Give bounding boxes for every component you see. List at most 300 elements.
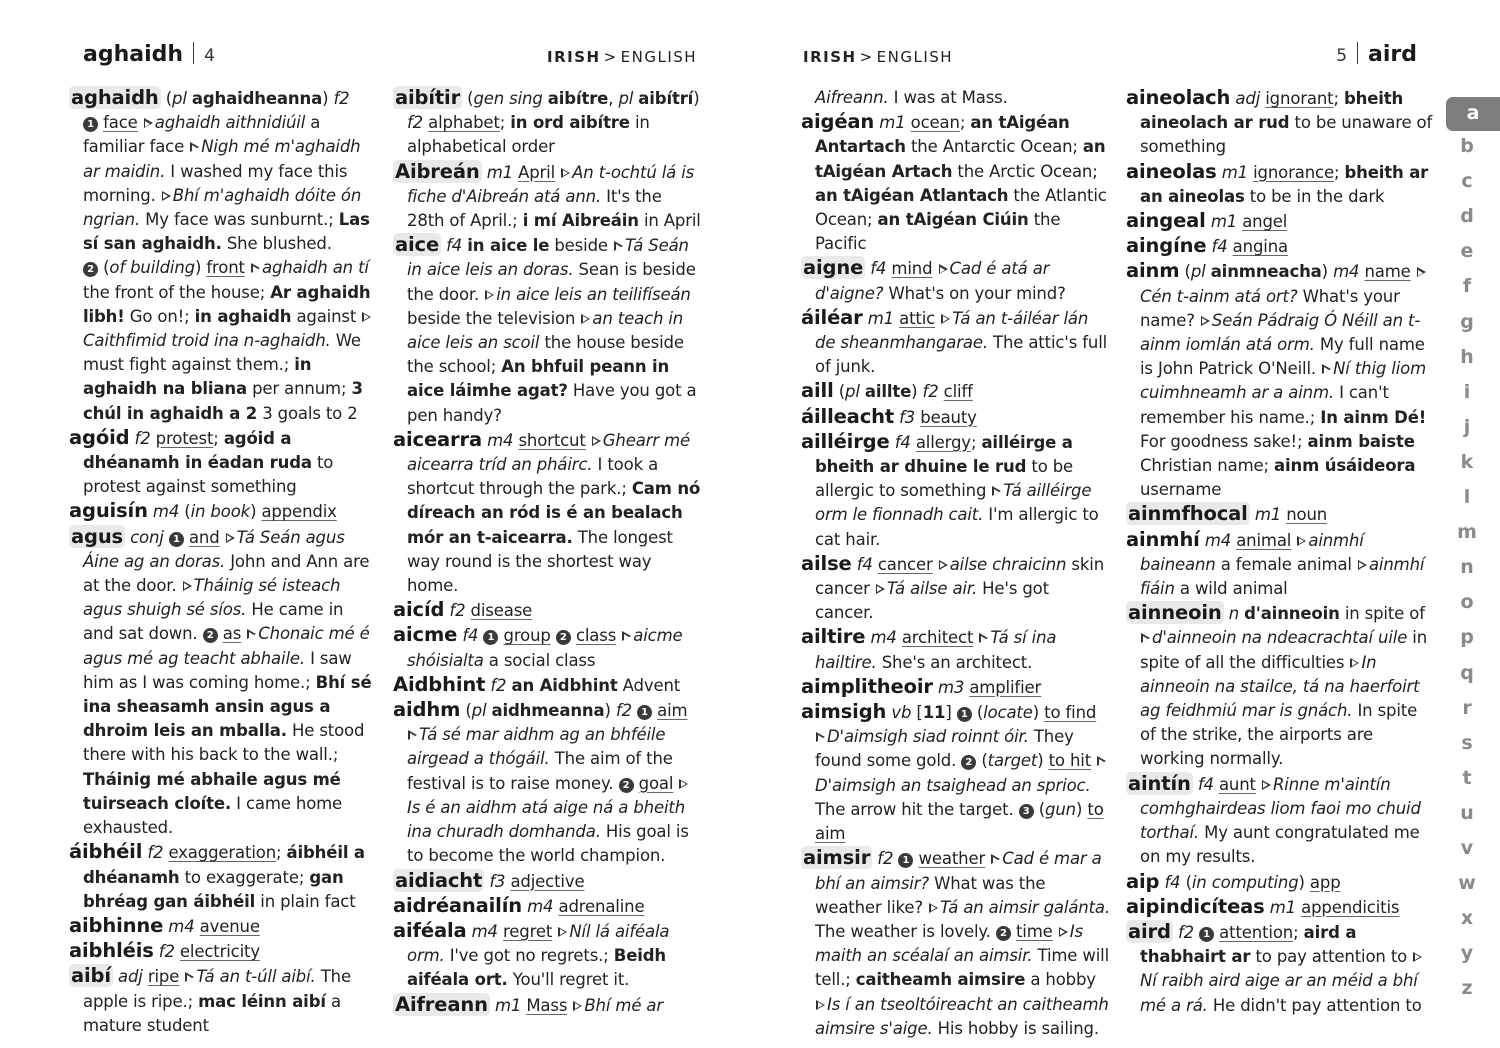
entry-text [932,259,937,278]
entry-text: ; [499,113,511,133]
entry-text [933,555,938,574]
entry-text: ( [462,89,474,108]
grammar-label: Cad é atá ar d'aigne? [815,259,1050,303]
entry-text [673,774,678,793]
entry-text: I saw him as I was coming home.; [83,648,352,692]
example-triangle-icon [1297,536,1306,547]
left-language-label [547,48,697,66]
grammar-label: m1 [879,113,906,133]
grammar-label: n [1228,604,1240,624]
grammar-label: m4 [527,896,554,916]
entry-text: I took a shortcut through the park.; [407,455,659,499]
headword: aimplitheoir [801,674,933,698]
entry-text [1091,751,1096,770]
translation: adjective [510,871,585,891]
entry-text: For goodness sake!; [1140,431,1308,451]
index-letter-q[interactable]: q [1460,661,1474,684]
entry-text [1291,531,1296,550]
index-letter-u[interactable]: u [1460,801,1474,824]
index-letter-e[interactable]: e [1460,240,1474,263]
entry-text: ) [693,89,700,108]
entry-text: ( [1179,262,1191,282]
bold-phrase: 11 [922,703,946,723]
entry-text: to be in the dark [1244,186,1385,206]
translation: aunt [1218,774,1256,794]
grammar-label: pl [845,382,865,402]
dictionary-entry [1126,209,1436,234]
left-running-headword: aghaidh [83,42,184,67]
grammar-label: in computing [1191,872,1299,892]
translation: angina [1232,237,1288,257]
grammar-label: m1 [1254,505,1282,525]
entry-text: ) [1298,872,1310,892]
entry-text: John and Ann are at the door. [83,551,370,596]
index-letter-f[interactable]: f [1462,275,1472,298]
example-triangle-icon [614,241,623,252]
entry-text: Have you got a pen handy? [407,381,697,425]
grammar-label: An t-ochtú lá is fiche d'Aibreán atá ann. [407,162,695,206]
dictionary-entry [801,405,1111,430]
sense-number-icon: 1 [1199,927,1214,942]
entry-text: against [291,306,362,326]
headword: aibí [71,964,111,988]
grammar-label: f4 [1197,774,1214,794]
entry-text: Christian name; [1140,456,1275,476]
example-triangle-icon [573,1001,582,1012]
grammar-label: Bhí mé ar [584,995,664,1015]
grammar-label: f2 [158,942,175,962]
entry-text: He came in and sat down. [83,600,344,644]
example-triangle-icon [247,629,256,640]
grammar-label: Ghearr mé aicearra tríd an pháirc. [407,430,690,475]
left-page-number: 4 [204,46,215,66]
index-letter-d[interactable]: d [1460,205,1474,228]
grammar-label: Bhí m'aghaidh dóite ón ngrian. [83,185,362,230]
dictionary-entry [1126,772,1436,870]
entry-text: in alphabetical order [407,113,650,157]
bold-phrase: ainm úsáideora [1274,456,1416,476]
entry-text: ; [213,428,224,448]
entry-text: ( [460,701,472,721]
headword: aice [395,233,440,257]
translation: amplifier [969,677,1042,697]
translation: as [222,624,242,644]
entry-text: a hobby [1025,970,1096,990]
example-triangle-icon [622,631,631,642]
index-letter-h[interactable]: h [1460,345,1474,368]
index-letter-x[interactable]: x [1460,907,1474,930]
entry-text: [ [911,703,923,723]
example-triangle-icon [144,118,153,129]
entry-text: the Antarctic Ocean; [905,137,1083,157]
entry-text: I can't remember his name.; [1140,383,1389,427]
entry-text: to exaggerate; [179,867,310,887]
dictionary-entry [393,919,703,993]
entry-text: ) [1032,703,1045,723]
header-divider [1357,42,1358,64]
grammar-label: Rinne m'aintín comhghairdeas liom faoi mo chuid torthaí. [1140,774,1421,843]
bold-phrase: agóid a dhéanamh in éadan ruda [83,428,312,473]
entry-text: My aunt congratulated me on my results. [1140,823,1420,867]
entry-text: It's the 28th of April.; [407,186,662,231]
translation: cancer [877,554,933,574]
bold-phrase: In ainm Dé! [1320,407,1427,427]
bold-phrase: d'ainneoin [1244,604,1340,624]
dictionary-entry [69,525,377,841]
grammar-label: Ní raibh aird aige ar an méid a bhí mé a rá. [1140,971,1418,1015]
grammar-label: Tá an t-áiléar lán de sheanmhangarae. [815,308,1089,353]
dictionary-entry [393,623,703,672]
dictionary-entry [393,698,703,868]
grammar-label: Cén t-ainm atá ort? [1140,286,1298,306]
headword: aguisín [69,499,148,523]
index-letter-n[interactable]: n [1460,556,1474,579]
bold-phrase: áibhéil a dhéanamh [83,843,365,887]
headword: aicearra [393,427,482,451]
example-triangle-icon [1141,633,1150,644]
example-triangle-icon [561,168,570,179]
grammar-label: f2 [134,428,151,448]
right-running-headword: aird [1368,42,1417,67]
grammar-label: f2 [877,849,894,869]
headword: aip [1126,869,1160,893]
grammar-label: f4 [1164,872,1181,892]
headword: aigéan [801,110,875,134]
example-triangle-icon [485,290,494,301]
sense-number-icon: 1 [898,853,913,868]
headword: ailse [801,551,852,575]
translation: weather [918,849,986,869]
headword: aicíd [393,598,445,622]
entry-text [245,258,250,277]
bold-phrase: Ar aghaidh libh! [83,282,371,326]
bold-phrase: Las sí san aghaidh. [83,210,370,254]
translation: appendix [261,502,337,522]
example-triangle-icon [1413,952,1422,963]
sense-number-icon: 1 [483,630,498,645]
index-letter-s[interactable]: s [1461,731,1473,754]
grammar-label: f2 [147,843,164,863]
grammar-label: f3 [489,871,506,891]
entry-text [586,431,591,450]
grammar-label: m4 [471,921,498,941]
entry-text: Sean is beside the door. [407,260,696,304]
index-letter-v[interactable]: v [1460,837,1474,859]
dictionary-entry [1126,86,1436,160]
right-page-header [1336,42,1417,72]
index-letter-b[interactable]: b [1460,135,1474,157]
bold-phrase: ailléirge a bheith ar dhuine le rud [815,432,1073,477]
grammar-label: m4 [1333,262,1360,282]
bold-phrase: aidhmeanna [491,701,605,721]
bold-phrase: aird a thabhairt ar [1140,922,1357,967]
translation: allergy [915,432,971,452]
entry-text: He didn't pay attention to [1207,995,1422,1015]
grammar-label: D'aimsigh an tsaighead an sprioc. [815,775,1091,795]
headword: ailléirge [801,429,890,453]
translation: group [503,626,551,646]
entry-text [164,528,169,547]
translation: architect [901,628,974,648]
dictionary-entry [801,675,1111,700]
headword: áiléar [801,305,863,329]
example-triangle-icon [979,633,988,644]
grammar-label: pl [172,89,192,108]
index-letter-m[interactable]: m [1457,521,1477,544]
dictionary-entry [393,869,703,894]
example-triangle-icon [1358,560,1367,571]
grammar-label: m1 [1210,212,1238,232]
dictionary-entry [1126,920,1436,1018]
entry-text: 3 goals to 2 [257,403,358,423]
bold-phrase: bheith aineolach ar rud [1140,89,1404,133]
entry-text: a female animal [1215,554,1357,574]
entry-text: Go on!; [124,306,195,326]
dictionary-entry [393,673,703,698]
translation: to hit [1048,751,1092,771]
lang-source: IRISH [803,48,857,66]
entry-text: ; [276,843,287,863]
headword: aintín [1128,771,1191,795]
entry-text: ) [1037,751,1049,771]
translation: Mass [526,995,568,1015]
grammar-label: conj [130,527,164,547]
example-triangle-icon [226,533,235,544]
index-letter-o[interactable]: o [1460,591,1474,614]
grammar-label: in book [190,502,251,522]
right-language-label [803,48,953,66]
entry-text: ] [945,703,957,723]
sense-number-icon: 1 [957,707,972,722]
index-letter-y[interactable]: y [1460,942,1474,965]
dictionary-entry [801,552,1111,626]
entry-text: a social class [483,650,596,670]
entry-text [241,624,246,643]
bold-phrase: Cam nó díreach an ród is é an bealach mór an t-aicearra. [407,479,701,547]
entry-text: the Arctic Ocean; [952,161,1098,181]
headword: ainm [1126,259,1180,283]
bold-phrase: ainm baiste [1307,431,1415,451]
bold-phrase: Tháinig mé abhaile agus mé tuirseach cloíte. [83,769,341,813]
grammar-label: adj [1235,89,1261,108]
grammar-label: f2 [1177,922,1194,942]
headword: aingíne [1126,234,1207,258]
index-letter-i[interactable]: i [1463,380,1471,403]
index-letter-l[interactable]: l [1463,486,1471,508]
dictionary-entry [69,86,377,426]
index-letter-p[interactable]: p [1460,626,1474,649]
entry-text: to pay attention to [1250,947,1413,967]
index-letter-c[interactable]: c [1461,170,1473,193]
grammar-label: Is maith an scéalaí an aimsir. [815,921,1083,966]
headword: aibhinne [69,913,164,937]
entry-text: ; [1333,89,1344,108]
left-page-header [83,42,215,72]
dictionary-entry [69,840,377,914]
entry-text: What's your name? [1140,286,1400,330]
translation: shortcut [518,430,586,450]
example-triangle-icon [592,436,601,447]
grammar-label: m4 [152,502,180,522]
entry-text [1053,922,1058,941]
translation: electricity [179,942,260,962]
example-triangle-icon [183,581,192,592]
entry-text: The apple is ripe.; [83,967,351,1011]
translation: ignorant [1265,89,1334,108]
grammar-label: Caithfimid troid ina n-aghaidh. [83,331,331,351]
grammar-label: aghaidh an tí [262,258,369,278]
translation: alphabet [428,113,500,133]
bold-phrase: i mí Aibreáin [522,211,639,231]
entry-text: My face was sunburnt.; [140,210,339,230]
entry-text: beside [549,236,613,256]
dictionary-entry [1126,502,1436,527]
grammar-label: f2 [449,601,466,621]
headword: aill [801,379,834,403]
entry-text [985,849,990,868]
example-triangle-icon [408,730,417,741]
lang-arrow: > [603,48,618,66]
dictionary-column-4 [1126,86,1436,1018]
grammar-label: m4 [870,628,897,648]
index-letter-k[interactable]: k [1460,450,1474,473]
dictionary-entry [801,379,1111,404]
example-triangle-icon [876,584,885,595]
grammar-label: ainmhí fiáin [1140,554,1425,599]
entry-text [1411,262,1416,281]
index-letter-r[interactable]: r [1462,696,1472,719]
grammar-label: Tá an aimsir galánta. [940,897,1110,917]
index-letter-g[interactable]: g [1460,310,1474,333]
translation: aim [657,701,688,721]
grammar-label: Aifreann. [815,88,889,107]
bold-phrase: in aghaidh [194,306,292,326]
headword: aimsir [803,846,871,870]
entry-text: The arrow hit the target. [815,799,1019,819]
grammar-label: gun [1045,799,1076,819]
entry-text: ) [1075,799,1088,819]
entry-text: I've got no regrets.; [444,946,614,966]
translation: noun [1286,505,1328,525]
headword: áilleacht [801,404,895,428]
translation: mind [891,259,933,279]
entry-text: ; [1293,922,1304,942]
translation: and [188,527,220,547]
headword: aineolach [1126,86,1231,109]
example-triangle-icon [679,779,688,790]
headword: ainmhí [1126,527,1200,551]
grammar-label: Tá Seán in aice leis an doras. [407,236,689,280]
example-triangle-icon [816,732,825,743]
dictionary-entry [393,86,703,160]
dictionary-entry [801,110,1111,256]
bold-phrase: an tAigéan Atlantach [815,185,1009,205]
headword: aidréanailín [393,893,522,917]
grammar-label: f4 [870,259,887,279]
entry-text: ( [160,89,173,108]
headword: ailtire [801,625,866,649]
dictionary-entry [1126,528,1436,602]
entry-text: a wild animal [1174,579,1288,599]
example-triangle-icon [1059,927,1068,938]
translation: ripe [147,967,180,987]
sense-number-icon: 2 [203,628,218,643]
translation: animal [1236,530,1292,550]
entry-text: ) [604,701,616,721]
bold-phrase: an tAigéan Artach [815,137,1106,181]
bold-phrase: mac léinn aibí [198,991,326,1011]
dictionary-entry [69,499,377,524]
example-triangle-icon [941,314,950,325]
grammar-label: m1 [494,995,522,1015]
sense-number-icon: 2 [996,926,1011,941]
grammar-label: Chonaic mé é agus mé ag teacht abhaile. [83,624,370,668]
example-triangle-icon [558,927,567,938]
grammar-label: Tá an t-úll aibí. [196,967,316,987]
bold-phrase: 3 chúl in aghaidh a 2 [83,379,363,423]
index-letter-z[interactable]: z [1461,977,1473,1000]
headword: aingeal [1126,209,1206,233]
index-tab-active[interactable]: a [1446,97,1500,131]
translation: to aim [815,799,1104,844]
right-page-number: 5 [1336,46,1348,66]
example-triangle-icon [362,312,371,323]
translation: regret [503,921,553,941]
entry-text: Advent [617,675,681,695]
entry-text [1256,775,1261,794]
translation: angel [1242,212,1288,232]
entry-text: ( [179,502,191,522]
example-triangle-icon [939,264,948,275]
dictionary-entry [1126,870,1436,895]
index-letter-t[interactable]: t [1462,766,1472,789]
example-triangle-icon [1201,316,1210,327]
grammar-label: m1 [867,308,895,328]
grammar-label: D'aimsigh siad roinnt óir. [827,727,1029,747]
sense-number-icon: 2 [619,778,634,793]
entry-text [973,628,978,647]
entry-text [935,309,940,328]
bold-phrase: An bhfuil peann in aice láimhe agat? [407,357,670,401]
grammar-label: f2 [490,675,507,695]
translation: ignorance [1253,162,1334,182]
grammar-label: aghaidh aithnidiúil [154,113,306,133]
dictionary-entry [801,846,1111,1041]
dictionary-entry [393,160,703,234]
header-divider [193,42,194,64]
dictionary-entry [801,700,1111,846]
entry-text: to be unaware of something [1140,113,1433,157]
lang-target: ENGLISH [620,48,698,66]
index-letter-j[interactable]: j [1463,415,1471,438]
entry-text: per annum; [247,379,352,399]
entry-text: We must fight against them.; [83,331,361,375]
grammar-label: Tá Seán agus Áine ag an doras. [83,527,345,571]
bold-phrase: bheith ar an aineolas [1140,162,1429,206]
sense-number-icon: 2 [961,755,976,770]
index-letter-w[interactable]: w [1458,872,1476,895]
entry-text: ; [959,113,971,133]
bold-phrase: ainmneacha [1210,262,1322,282]
translation: app [1309,872,1341,892]
dictionary-entry [801,306,1111,380]
translation: class [575,626,617,646]
entry-text: ) [194,258,207,278]
grammar-label: aicme shóisialta [407,626,683,670]
translation: attention [1219,922,1294,942]
grammar-label: f3 [899,407,916,427]
translation: protest [155,428,214,448]
